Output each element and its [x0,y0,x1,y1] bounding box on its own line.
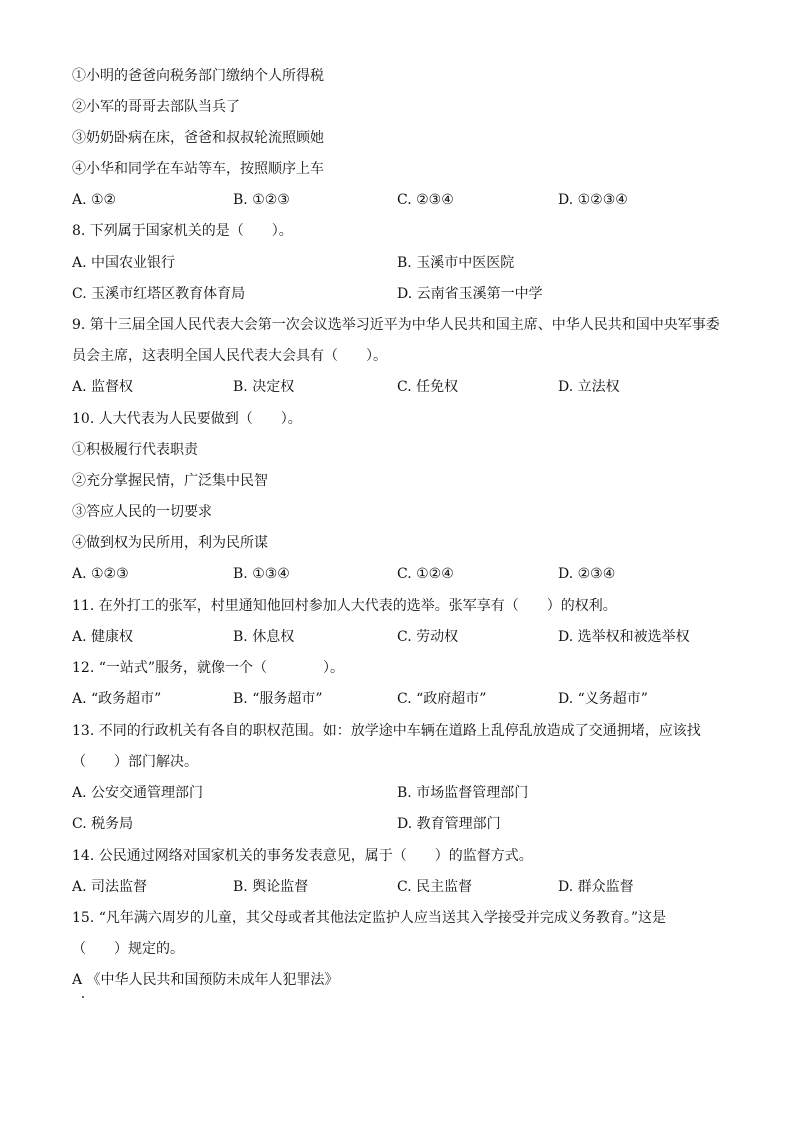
q11-option-a: A. 健康权 [72,629,134,645]
q11-option-b: B. 休息权 [233,629,295,645]
q10-item-3: ③答应人民的一切要求 [72,504,212,520]
q12-option-c: C. “政府超市” [397,691,487,707]
q8-stem: 8. 下列属于国家机关的是（ ）。 [72,223,293,239]
q10-item-4: ④做到权为民所用，利为民所谋 [72,535,268,551]
q8-option-a: A. 中国农业银行 [72,255,176,271]
q12-option-b: B. “服务超市” [233,691,323,707]
q7-option-a: A. ①② [72,192,117,208]
q15-stem-line-2: （ ）规定的。 [72,941,184,957]
q10-option-a: A. ①②③ [72,566,129,582]
q11-option-c: C. 劳动权 [397,629,459,645]
q7-item-1: ①小明的爸爸向税务部门缴纳个人所得税 [72,68,324,84]
q12-option-a: A. “政务超市” [72,691,162,707]
q9-option-a: A. 监督权 [72,379,134,395]
q14-stem: 14. 公民通过网络对国家机关的事务发表意见，属于（ ）的监督方式。 [72,848,533,864]
q12-option-d: D. “义务超市” [558,691,648,707]
q15-stem-line-1: 15. “凡年满六周岁的儿童，其父母或者其他法定监护人应当送其入学接受并完成义务教育。”这是 [72,910,667,926]
q9-option-d: D. 立法权 [558,379,620,395]
q12-stem: 12. “一站式”服务，就像一个（ ）。 [72,660,345,676]
q14-option-b: B. 舆论监督 [233,879,309,895]
q7-option-c: C. ②③④ [397,192,454,208]
q8-option-b: B. 玉溪市中医医院 [397,255,515,271]
q7-option-b: B. ①②③ [233,192,290,208]
q9-stem-line-2: 员会主席，这表明全国人民代表大会具有（ ）。 [72,348,387,364]
q13-option-b: B. 市场监督管理部门 [397,785,529,801]
q7-item-2: ②小军的哥哥去部队当兵了 [72,99,240,115]
q14-option-c: C. 民主监督 [397,879,473,895]
q9-option-c: C. 任免权 [397,379,459,395]
q7-item-4: ④小华和同学在车站等车，按照顺序上车 [72,161,324,177]
q13-option-c: C. 税务局 [72,816,134,832]
q10-stem: 10. 人大代表为人民要做到（ ）。 [72,411,302,427]
q14-option-a: A. 司法监督 [72,879,148,895]
q7-item-3: ③奶奶卧病在床，爸爸和叔叔轮流照顾她 [72,130,324,146]
q10-option-d: D. ②③④ [558,566,616,582]
q9-stem-line-1: 9. 第十三届全国人民代表大会第一次会议选举习近平为中华人民共和国主席、中华人民共和国中央军事委 [72,317,720,333]
q13-option-a: A. 公安交通管理部门 [72,785,204,801]
q8-option-c: C. 玉溪市红塔区教育体育局 [72,286,246,302]
q13-stem-line-1: 13. 不同的行政机关有各自的职权范围。如：放学途中车辆在道路上乱停乱放造成了交通拥堵，应该找 [72,723,701,739]
q10-item-2: ②充分掌握民情，广泛集中民智 [72,473,268,489]
q11-stem: 11. 在外打工的张军，村里通知他回村参加人大代表的选举。张军享有（ ）的权利。 [72,598,617,614]
q11-option-d: D. 选举权和被选举权 [558,629,690,645]
q7-option-d: D. ①②③④ [558,192,628,208]
q8-option-d: D. 云南省玉溪第一中学 [397,286,543,302]
q13-stem-line-2: （ ）部门解决。 [72,754,198,770]
scan-dot [82,996,84,998]
q15-option-a: A 《中华人民共和国预防未成年人犯罪法》 [72,972,339,988]
q13-option-d: D. 教育管理部门 [397,816,501,832]
q9-option-b: B. 决定权 [233,379,295,395]
q10-option-b: B. ①③④ [233,566,290,582]
q10-option-c: C. ①②④ [397,566,454,582]
q14-option-d: D. 群众监督 [558,879,634,895]
q10-item-1: ①积极履行代表职责 [72,442,198,458]
